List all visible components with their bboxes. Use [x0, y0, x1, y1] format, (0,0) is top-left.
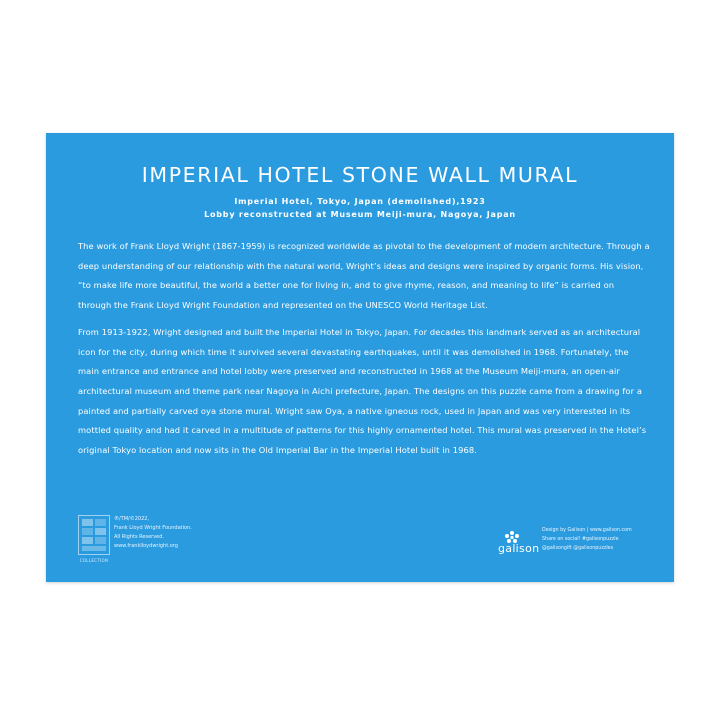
paragraph-intro: The work of Frank Lloyd Wright (1867-1959) is recognized worldwide as pivotal to the development of modern architecture. Through a deep understanding of our relationship with the natural world, Wright’s ideas and designs were inspired by organic forms. His vision, “to make life more beautiful, the world a better one for living in, and to give rhyme, reason, and meaning to life” is carried on through the Frank Lloyd Wright Foundation and represented on the UNESCO World Heritage List.	[78, 241, 650, 311]
credit-line: ®/TM/©2022,	[114, 516, 150, 522]
galison-info-line: Design by Galison | www.galison.com	[542, 528, 632, 533]
credit-line: All Rights Reserved.	[114, 534, 165, 540]
copyright-credits	[114, 515, 192, 551]
paragraph-history: From 1913-1922, Wright designed and built the Imperial Hotel in Tokyo, Japan. For decades this landmark served as an architectural icon for the city, during which time it survived several devastating earthquakes, until it was demolished in 1968. Fortunately, the main entrance and entrance and hotel lobby were preserved and reconstructed in 1968 at the Museum Meiji-mura, an open-air architectural museum and theme park near Nagoya in Aichi prefecture, Japan. The designs on this puzzle came from a drawing for a painted and partially carved oya stone mural. Wright saw Oya, a native igneous rock, used in Japan and was very interested in its mottled quality and had it carved in a multitude of patterns for this highly ornamented hotel. This mural was preserved in the Hotel’s original Tokyo location and now sits in the Old Imperial Bar in the Imperial Hotel built in 1968.	[78, 326, 647, 456]
subtitle-location: Imperial Hotel, Tokyo, Japan (demolished),1923	[234, 197, 486, 206]
galison-info	[542, 526, 632, 553]
description-body	[78, 237, 650, 468]
galison-info-line: @galisongift @galisonpuzzles	[542, 546, 614, 551]
mural-title: IMPERIAL HOTEL STONE WALL MURAL	[141, 163, 579, 187]
galison-footer	[498, 524, 658, 564]
puzzle-back-card	[46, 133, 674, 582]
galison-wordmark: galison	[498, 542, 540, 555]
galison-info-line: Share on social! #galisonpuzzle	[542, 537, 619, 542]
credit-line: Frank Lloyd Wright Foundation.	[114, 525, 192, 531]
subtitle-reconstruction: Lobby reconstructed at Museum Meiji-mura, Nagoya, Japan	[204, 210, 516, 219]
credit-line: www.franklloydwright.org	[114, 543, 178, 549]
frank-lloyd-wright-collection-logo-icon	[78, 515, 110, 563]
collection-caption: COLLECTION	[79, 558, 109, 563]
